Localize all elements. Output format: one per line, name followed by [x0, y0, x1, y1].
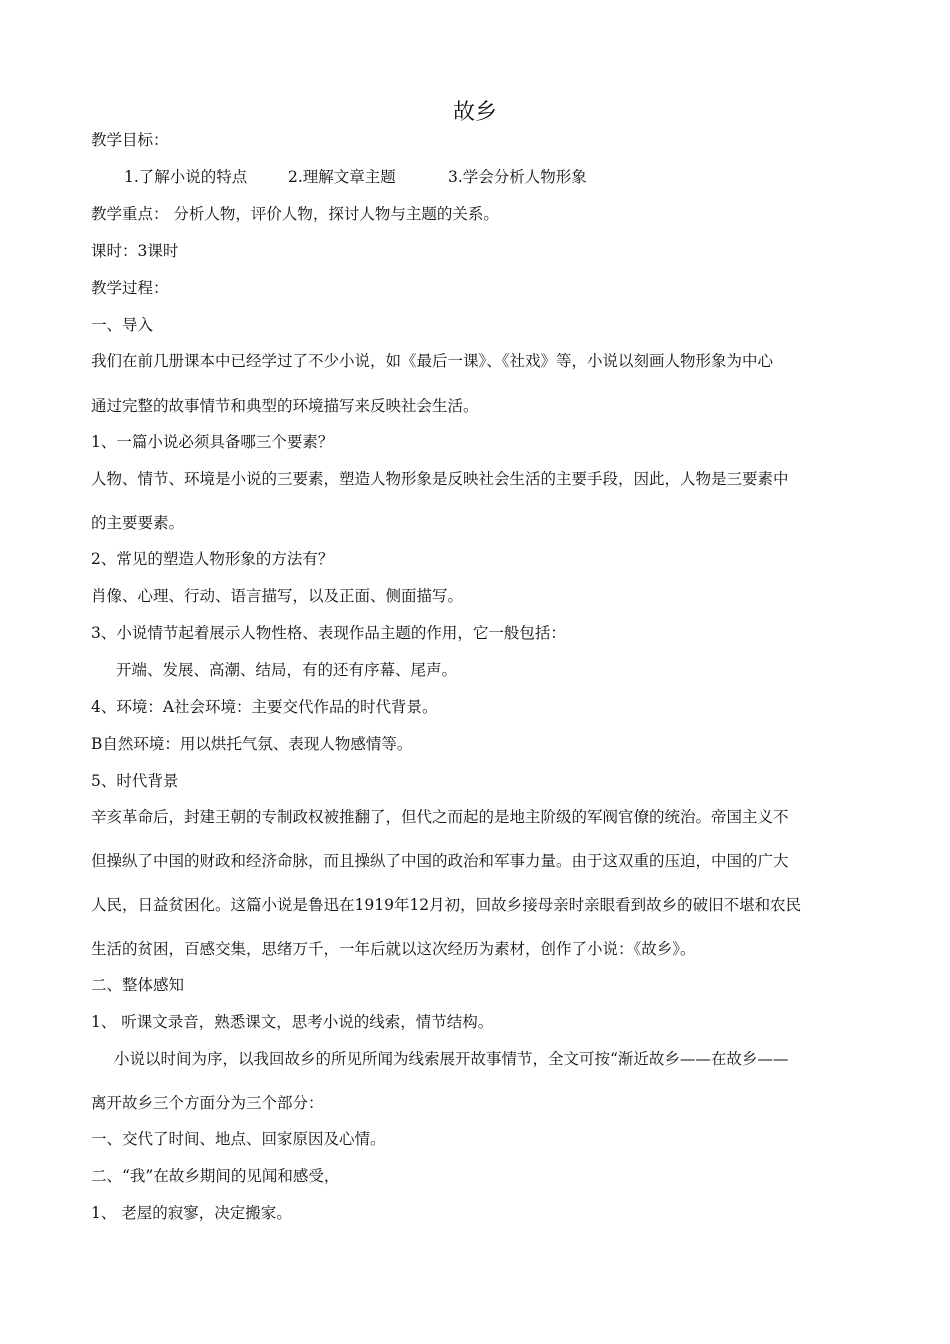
teaching-goals	[124, 167, 587, 187]
goal-item: 3.学会分析人物形象	[448, 168, 587, 186]
text-line: 人民，日益贫困化。这篇小说是鲁迅在1919年12月初，回故乡接母亲时亲眼看到故乡的破旧不堪和农民	[91, 896, 802, 914]
text-line: 5、时代背景	[91, 772, 179, 790]
text-line: 教学过程：	[91, 279, 169, 297]
text-line: 的主要要素。	[91, 514, 185, 532]
text-line: B自然环境：用以烘托气氛、表现人物感情等。	[91, 735, 413, 753]
text-line: 通过完整的故事情节和典型的环境描写来反映社会生活。	[91, 397, 479, 415]
text-line: 2、常见的塑造人物形象的方法有？	[91, 550, 334, 568]
text-line: 我们在前几册课本中已经学过了不少小说，如《最后一课》、《社戏》等，小说以刻画人物形象为中心	[91, 352, 774, 370]
section-heading: 一、导入	[91, 316, 154, 334]
text-line: 但操纵了中国的财政和经济命脉，而且操纵了中国的政治和军事力量。由于这双重的压迫，中国的广大	[91, 852, 789, 870]
text-line: 教学重点： 分析人物，评价人物，探讨人物与主题的关系。	[91, 205, 499, 223]
text-line: 肖像、心理、行动、语言描写，以及正面、侧面描写。	[91, 587, 464, 605]
text-line: 二、“我”在故乡期间的见闻和感受，	[91, 1167, 340, 1185]
goal-item: 1.了解小说的特点	[124, 168, 248, 186]
text-line: 辛亥革命后，封建王朝的专制政权被推翻了，但代之而起的是地主阶级的军阀官僚的统治。帝国主义不	[91, 808, 789, 826]
text-line: 1、 听课文录音，熟悉课文，思考小说的线索，情节结构。	[91, 1013, 494, 1031]
text-line: 4、环境：A社会环境：主要交代作品的时代背景。	[91, 698, 438, 716]
text-line: 小说以时间为序，以我回故乡的所见所闻为线索展开故事情节，全文可按“渐近故乡——在故乡——	[114, 1050, 789, 1068]
section-heading: 二、整体感知	[91, 976, 185, 994]
goal-item: 2.理解文章主题	[288, 168, 396, 186]
text-line: 人物、情节、环境是小说的三要素，塑造人物形象是反映社会生活的主要手段，因此，人物是三要素中	[91, 470, 789, 488]
text-line: 课时：3课时	[91, 242, 179, 260]
document-title: 故乡	[452, 100, 497, 125]
text-line: 教学目标：	[91, 131, 169, 149]
text-line: 1、 老屋的寂寥，决定搬家。	[91, 1204, 292, 1222]
text-line: 生活的贫困，百感交集，思绪万千，一年后就以这次经历为素材，创作了小说：《故乡》。	[91, 940, 696, 958]
text-line: 一、交代了时间、地点、回家原因及心情。	[91, 1130, 386, 1148]
text-line: 开端、发展、高潮、结局，有的还有序幕、尾声。	[116, 661, 458, 679]
text-line: 1、一篇小说必须具备哪三个要素？	[91, 433, 334, 451]
text-line: 离开故乡三个方面分为三个部分：	[91, 1094, 324, 1112]
text-line: 3、小说情节起着展示人物性格、表现作品主题的作用，它一般包括：	[91, 624, 566, 642]
